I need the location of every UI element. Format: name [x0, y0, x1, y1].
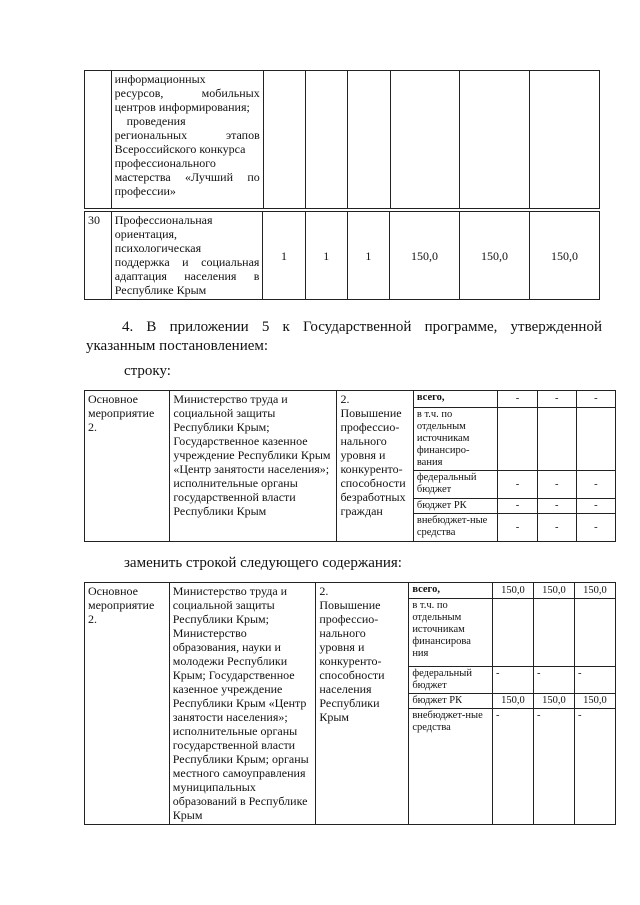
name-line: профессии»	[114, 184, 176, 198]
goal-cell: 2. Повышение профессио- нального уровня и конкуренто- способности безработных граждан	[337, 391, 413, 542]
name-line: адаптация населения в	[114, 269, 260, 283]
paragraph-4	[86, 318, 602, 356]
source-label: всего,	[409, 583, 493, 599]
name-line: проведения	[126, 114, 186, 128]
name-line: центров информирования;	[114, 100, 250, 114]
paragraph-line: указанным постановлением:	[86, 338, 269, 354]
table-row	[85, 212, 600, 300]
old-row-table	[84, 390, 616, 542]
source-value: -	[533, 709, 574, 825]
label-row: строку:	[124, 363, 171, 379]
source-value: 150,0	[533, 583, 574, 599]
source-value	[533, 599, 574, 667]
executor-cell: Министерство труда и социальной защиты Республики Крым; Государственное казенное учреждение Республики Крым «Центр занятости населения»; исполнительные органы государственной власти Республики Крым	[170, 391, 337, 542]
source-label: федеральный бюджет	[409, 667, 493, 694]
program-table-top	[84, 70, 600, 209]
name-line: Республике Крым	[114, 283, 207, 297]
table-row	[85, 583, 616, 599]
source-value: 150,0	[493, 694, 534, 709]
source-value	[537, 408, 576, 471]
source-value: -	[576, 391, 615, 408]
source-value: -	[493, 667, 534, 694]
table-row	[85, 391, 616, 408]
value-cell: 1	[263, 212, 305, 300]
paragraph-line: 4. В приложении 5 к Государственной программе, утвержденной	[122, 319, 602, 335]
name-line: профессионального	[114, 156, 216, 170]
source-value: -	[576, 514, 615, 542]
name-line: психологическая	[114, 241, 202, 255]
goal-cell: 2. Повышение профессио- нального уровня и конкуренто- способности населения Республики Крым	[316, 583, 409, 825]
source-value: -	[498, 499, 537, 514]
label-replace: заменить строкой следующего содержания:	[124, 555, 402, 571]
source-value: 150,0	[574, 583, 615, 599]
name-cell	[111, 71, 263, 209]
value-cell: 1	[305, 212, 347, 300]
source-value: -	[493, 709, 534, 825]
source-value: 150,0	[574, 694, 615, 709]
source-value: 150,0	[493, 583, 534, 599]
source-label: бюджет РК	[409, 694, 493, 709]
new-row-table	[84, 582, 616, 825]
name-line: мастерства «Лучший по	[114, 170, 260, 184]
source-value: -	[498, 391, 537, 408]
source-label: всего,	[413, 391, 498, 408]
source-value: -	[537, 499, 576, 514]
num-cell	[85, 71, 112, 209]
source-value: -	[574, 667, 615, 694]
table-row	[85, 71, 600, 209]
source-value	[574, 599, 615, 667]
source-value	[493, 599, 534, 667]
source-value: -	[533, 667, 574, 694]
source-value: -	[574, 709, 615, 825]
source-value: -	[576, 499, 615, 514]
name-line: информационных	[114, 72, 206, 86]
source-value: -	[576, 471, 615, 499]
activity-cell: Основное мероприятие 2.	[85, 583, 170, 825]
name-line: региональных этапов	[114, 128, 260, 142]
source-value: -	[537, 391, 576, 408]
source-value	[576, 408, 615, 471]
name-line: ресурсов, мобильных	[114, 86, 260, 100]
name-cell	[111, 212, 263, 300]
name-line: поддержка и социальная	[114, 255, 260, 269]
name-line: Профессиональная	[114, 213, 213, 227]
source-label: бюджет РК	[413, 499, 498, 514]
finance-cell: 150,0	[459, 212, 529, 300]
source-value: -	[498, 471, 537, 499]
program-table-row30	[84, 211, 600, 300]
source-value: -	[537, 471, 576, 499]
name-line: ориентация,	[114, 227, 178, 241]
source-label: внебюджет-ные средства	[413, 514, 498, 542]
row-number: 30	[85, 212, 112, 300]
source-label: в т.ч. по отдельным источникам финансирова ния	[409, 599, 493, 667]
source-label: внебюджет-ные средства	[409, 709, 493, 825]
finance-cell: 150,0	[529, 212, 599, 300]
source-label: федеральный бюджет	[413, 471, 498, 499]
name-line: Всероссийского конкурса	[114, 142, 246, 156]
finance-cell: 150,0	[389, 212, 459, 300]
executor-cell: Министерство труда и социальной защиты Республики Крым; Министерство образования, науки и молодежи Республики Крым; Государственное казенное учреждение Республики Крым «Центр занятости населения»; исполнительные органы государственной власти Республики Крым; органы местного самоуправления муниципальных образований в Республике Крым	[169, 583, 316, 825]
source-value: -	[498, 514, 537, 542]
value-cell: 1	[347, 212, 389, 300]
activity-cell: Основное мероприятие 2.	[85, 391, 170, 542]
source-value	[498, 408, 537, 471]
source-value: 150,0	[533, 694, 574, 709]
source-value: -	[537, 514, 576, 542]
source-label: в т.ч. по отдельным источникам финансиро-вания	[413, 408, 498, 471]
